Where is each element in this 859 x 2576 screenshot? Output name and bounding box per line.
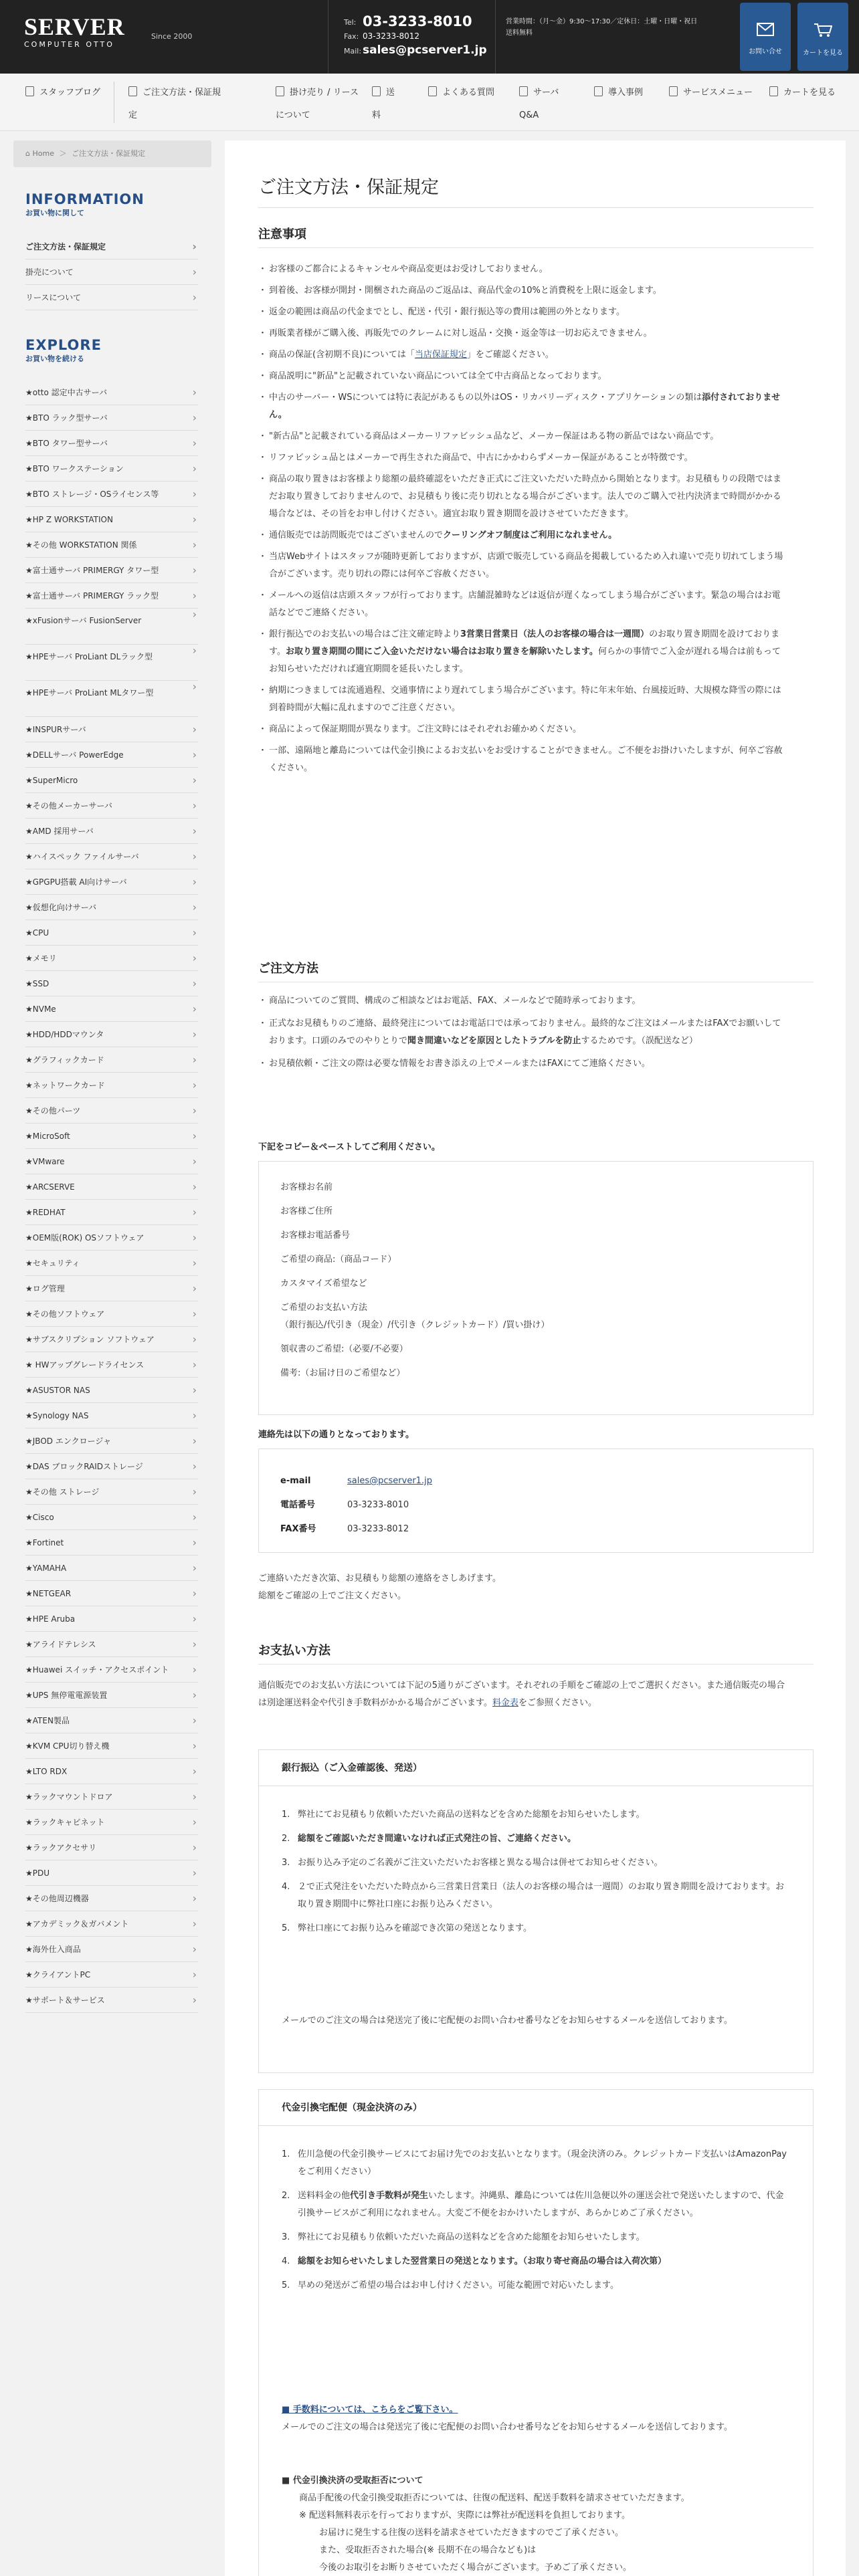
sidebar-category-item[interactable]: ★富士通サーバ PRIMERGY ラック型 ›	[25, 583, 198, 609]
after-contact-text	[258, 1570, 787, 1605]
sidebar-category-item[interactable]: ★YAMAHA ›	[25, 1555, 198, 1581]
text-run: 商品によって保証期間が異なります。ご注文時にはそれぞれお確かめください。	[269, 724, 581, 734]
sidebar-category-item[interactable]: ★ASUSTOR NAS ›	[25, 1378, 198, 1403]
business-hours-text: 営業時間：（月〜金）9:30〜17:30／定休日：土曜・日曜・祝日	[506, 18, 698, 25]
text-run: 商品の取り置きはお客様より総額の最終確認をいただき正式にご注文いただいた時点から開始となります。お見積もりの段階ではまだお取り置きしておりませんので、お見積もり後に売り切れとなる場合がございます。法人でのご購入で社内決済まで時間がかかる場合などは、その旨をお申し付けください。適宜お取り置き期間を設けさせていただきます。	[269, 474, 781, 519]
sidebar-category-item[interactable]: ★仮想化向けサーバ ›	[25, 895, 198, 920]
free-shipping-text: 送料無料	[506, 29, 533, 37]
cod-refusal-area	[282, 2472, 790, 2576]
sidebar-category-item[interactable]: ★REDHAT ›	[25, 1200, 198, 1225]
step-item	[282, 1854, 790, 1872]
text-run: 再販業者様がご購入後、再販先でのクレームに対し返品・交換・返金等は一切お応えできません。	[269, 328, 652, 338]
note-item	[258, 742, 787, 777]
sidebar-category-item[interactable]: ★ログ管理 ›	[25, 1276, 198, 1301]
sidebar-category-item[interactable]: ★Huawei スイッチ・アクセスポイント ›	[25, 1657, 198, 1683]
sidebar-category-item[interactable]: ★GPGPU搭載 AI向けサーバ ›	[25, 869, 198, 895]
text-run: 一部、遠隔地と離島については代金引換によるお支払いをお受けすることができません。ご不便をお掛けいたしますが、何卒ご容赦ください。	[269, 746, 783, 773]
template-line: お客様お電話番号	[280, 1230, 351, 1241]
document-icon	[372, 86, 381, 96]
sidebar-category-item[interactable]: ★JBOD エンクロージャ ›	[25, 1428, 198, 1454]
nav-item-label: よくある質問	[442, 88, 495, 98]
explore-heading	[25, 337, 102, 364]
contact-box	[258, 1448, 814, 1553]
cod-box	[258, 2089, 814, 2576]
contact-row	[280, 1469, 432, 1493]
header-mail[interactable]: sales@pcserver1.jp	[363, 43, 487, 57]
price-table-link[interactable]: 料金表	[492, 1698, 518, 1708]
sidebar-category-item[interactable]: ★BTO ストレージ・OSライセンス等 ›	[25, 481, 198, 507]
sidebar-category-item[interactable]: ★BTO ワークステーション ›	[25, 456, 198, 481]
warranty-link[interactable]: 当店保証規定	[414, 350, 467, 360]
information-subtitle: お買い物に関して	[25, 209, 84, 217]
contact-label: 電話番号	[280, 1500, 316, 1510]
mail-label: Mail:	[344, 47, 362, 56]
business-hours	[506, 16, 720, 39]
sidebar-category-item[interactable]: ★NETGEAR ›	[25, 1581, 198, 1606]
sidebar-category-item[interactable]: ★ATEN製品 ›	[25, 1708, 198, 1733]
contact-table	[280, 1469, 432, 1541]
home-icon: ⌂	[25, 149, 33, 158]
note-item	[258, 346, 787, 364]
explore-list	[25, 380, 198, 2013]
template-line: ご希望のお支払い方法	[280, 1303, 368, 1313]
text-run: お見積依頼・ご注文の際は必要な情報をお書き添えの上でメールまたはFAXにてご連絡ください。	[269, 1059, 650, 1069]
sidebar-category-item[interactable]: ★HPE Aruba ›	[25, 1606, 198, 1632]
text-run: のお取り置き期間を設けております。	[269, 629, 780, 657]
text-run: 正式なお見積もりのご連絡、最終発注についてはお電話口では承っておりません。最終的なご注文はメールまたはFAXでお願いしております。口頭のみでのやりとりで	[269, 1018, 781, 1046]
nav-item-server-qa[interactable]	[519, 82, 566, 126]
note-item	[258, 626, 787, 678]
site-header	[0, 0, 859, 74]
refusal-line: また、受取拒否された場合(※ 長期不在の場合なども)は	[319, 2545, 537, 2555]
sidebar-category-item[interactable]: ★KVM CPU切り替え機 ›	[25, 1733, 198, 1759]
sidebar-category-item[interactable]: ★Fortinet ›	[25, 1530, 198, 1555]
note-item	[258, 721, 787, 738]
refusal-line: ※ 配送料無料表示を行っておりますが、実際には弊社が配送料を負担しております。	[299, 2510, 630, 2520]
sidebar-category-item[interactable]: ★xFusionサーバ FusionServer ›	[25, 609, 198, 645]
sidebar-category-item[interactable]: ★ネットワークカード ›	[25, 1073, 198, 1098]
nav-item-cart[interactable]	[769, 82, 836, 126]
nav-item-case-studies[interactable]	[594, 82, 648, 126]
sidebar-category-item[interactable]: ★ラックキャビネット ›	[25, 1810, 198, 1835]
step-number: 1.	[282, 1810, 290, 1820]
note-item	[258, 368, 787, 385]
contact-heading: 連絡先は以下の通りとなっております。	[258, 1430, 414, 1440]
sidebar-category-item[interactable]: ★クライアントPC ›	[25, 1962, 198, 1988]
text-run: 何らかの事情でご入金が遅れる場合は前もってお知らせいただければ適宜期間を延長いたします。	[269, 647, 781, 674]
bold-text: 総額をご確認いただき間違いなければ正式発注の旨、ご連絡ください。	[298, 1834, 577, 1844]
order-method-item	[258, 1055, 787, 1073]
text-run: 弊社にてお見積もり依頼いただいた商品の送料などを含めた総額をお知らせいたします。	[298, 1810, 645, 1820]
title-divider	[258, 207, 814, 208]
sidebar-category-item[interactable]: ★BTO タワー型サーバ ›	[25, 431, 198, 456]
copy-template-heading: 下記をコピー＆ペーストしてご利用ください。	[258, 1142, 440, 1152]
step-number: 4.	[282, 2256, 290, 2266]
sidebar-category-item[interactable]: ★MicroSoft ›	[25, 1123, 198, 1149]
bank-transfer-box	[258, 1749, 814, 2073]
sidebar-category-item[interactable]: ★HPEサーバ ProLiant DLラック型 ›	[25, 645, 198, 681]
document-icon	[669, 86, 678, 96]
sidebar-category-item[interactable]: ★INSPURサーバ ›	[25, 717, 198, 742]
text-run: 早めの発送がご希望の場合はお申し付けください。可能な範囲で対応いたします。	[298, 2280, 619, 2290]
pencil-icon	[25, 86, 34, 96]
sidebar-category-item[interactable]: ★ラックマウントドロア ›	[25, 1784, 198, 1810]
payment-intro-text: 通信販売でのお支払い方法については下記の5通りがございます。それぞれの手順をご確認の上でご選択ください。また通信販売の場合は別途運送料金や代引き手数料がかかる場合がございます。	[258, 1681, 785, 1708]
tel-label: Tel:	[344, 18, 357, 27]
bold-text: 総額をお知らせいたしました翌営業日の発送となります。（お取り寄せ商品の場合は入荷次第）	[298, 2256, 667, 2266]
breadcrumb-separator: ＞	[59, 149, 67, 158]
section-divider	[258, 247, 814, 248]
nav-item-label: スタッフブログ	[39, 88, 101, 98]
text-run: "新古品"と記載されている商品はメーカーリファビッシュ品など、メーカー保証はある物の新品ではない商品です。	[269, 431, 719, 441]
bold-text: 代引き手数料が発生	[350, 2191, 429, 2201]
sidebar-info-item[interactable]: リースについて ›	[25, 285, 198, 310]
document-icon	[128, 86, 137, 96]
step-number: 1.	[282, 2149, 290, 2159]
order-method-list	[258, 992, 787, 1078]
step-number: 3.	[282, 2232, 290, 2242]
bank-transfer-steps	[282, 1806, 790, 1944]
cod-refusal-heading: ■ 代金引換決済の受取拒否について	[282, 2476, 423, 2486]
notes-list	[258, 261, 787, 781]
nav-item-faq[interactable]	[428, 82, 495, 126]
main-content	[225, 140, 846, 2576]
explore-subtitle: お買い物を続ける	[25, 354, 84, 363]
note-item	[258, 548, 787, 583]
contact-button[interactable]	[740, 3, 791, 71]
document-icon	[428, 86, 437, 96]
nav-item-label: 導入事例	[608, 88, 644, 98]
note-item	[258, 261, 787, 278]
sidebar-category-item[interactable]: ★サブスクリプション ソフトウェア ›	[25, 1327, 198, 1352]
text-run: 弊社口座にてお振り込みを確認でき次第の発送となります。	[298, 1923, 532, 1933]
step-item	[282, 1879, 790, 1913]
mail-icon	[757, 23, 774, 36]
sidebar-category-item[interactable]: ★その他周辺機器 ›	[25, 1886, 198, 1911]
step-item	[282, 1920, 790, 1937]
text-run: 商品説明に"新品"と記載されていない商品については全て中古商品となっております。	[269, 371, 607, 381]
nav-item-label: ご注文方法・保証規定	[128, 88, 221, 120]
text-run: 送料料金の他	[298, 2191, 351, 2201]
information-list	[25, 234, 198, 310]
sidebar-category-item[interactable]: ★PDU ›	[25, 1860, 198, 1886]
contact-row	[280, 1517, 432, 1541]
text-run: 当店Webサイトはスタッフが随時更新しておりますが、店頭で販売している商品を掲載しているため入れ違いで売り切れてしまう場合がございます。売り切れの際には何卒ご容赦ください。	[269, 552, 783, 579]
sidebar-category-item[interactable]: ★LTO RDX ›	[25, 1759, 198, 1784]
bold-text: 添付されておりません。	[269, 393, 781, 420]
fax-label: Fax:	[344, 32, 359, 41]
note-item	[258, 389, 787, 424]
section-divider	[258, 1664, 814, 1665]
since-text: Since 2000	[151, 32, 193, 41]
bank-transfer-title: 銀行振込（ご入金確認後、発送）	[259, 1750, 813, 1786]
sidebar-category-item[interactable]: ★HDD/HDDマウンタ ›	[25, 1022, 198, 1047]
sidebar-category-item[interactable]: ★NVMe ›	[25, 996, 198, 1022]
sidebar-category-item[interactable]: ★セキュリティ ›	[25, 1251, 198, 1276]
step-number: 2.	[282, 2191, 290, 2201]
document-icon	[594, 86, 603, 96]
note-item	[258, 304, 787, 321]
step-item	[282, 1806, 790, 1824]
sidebar-category-item[interactable]: ★AMD 採用サーバ ›	[25, 819, 198, 844]
note-item	[258, 282, 787, 300]
refusal-line: 今後のお取引をお断りさせていただく場合がございます。予めご了承ください。	[319, 2563, 632, 2573]
nav-item-staff-blog[interactable]	[25, 82, 112, 126]
page-title: ご注文方法・保証規定	[258, 177, 439, 198]
cod-steps	[282, 2146, 790, 2301]
text-run: 納期につきましては流通過程、交通事情により遅れてしまう場合がございます。特に年末年始、台風接近時、大規模な降雪の際には到着時間が大幅に乱れますのでご注意ください。	[269, 685, 781, 713]
bold-text: お取り置き期間の間にご入金いただけない場合はお取り置きを解除いたします。	[285, 647, 598, 657]
cart-icon	[814, 23, 832, 37]
note-item	[258, 325, 787, 342]
document-icon	[519, 86, 528, 96]
note-item	[258, 527, 787, 544]
sidebar-category-item[interactable]: ★SuperMicro ›	[25, 768, 198, 793]
sidebar-category-item[interactable]: ★SSD ›	[25, 971, 198, 996]
after-contact-line: ご連絡いただき次第、お見積もり総額の連絡をさしあげます。	[258, 1574, 501, 1584]
sidebar-category-item[interactable]: ★VMware ›	[25, 1149, 198, 1174]
note-item	[258, 587, 787, 622]
template-line: （銀行振込/代引き（現金）/代引き（クレジットカード）/買い掛け）	[280, 1320, 550, 1330]
nav-item-label: カートを見る	[783, 88, 836, 98]
logo-subtext: COMPUTER OTTO	[24, 40, 114, 49]
sidebar-category-item[interactable]: ★DELLサーバ PowerEdge ›	[25, 742, 198, 768]
breadcrumb-current: ご注文方法・保証規定	[71, 149, 145, 158]
nav-item-shipping[interactable]	[372, 82, 399, 126]
header-divider	[495, 0, 496, 74]
order-method-item	[258, 1015, 787, 1050]
step-number: 4.	[282, 1882, 290, 1892]
sidebar-category-item[interactable]: ★その他メーカーサーバ ›	[25, 793, 198, 819]
step-number: 5.	[282, 1923, 290, 1933]
sidebar-category-item[interactable]: ★Cisco ›	[25, 1505, 198, 1530]
global-nav	[0, 74, 859, 131]
site-logo[interactable]	[24, 13, 193, 49]
note-item	[258, 682, 787, 717]
sidebar-category-item[interactable]: ★その他 WORKSTATION 関係 ›	[25, 532, 198, 558]
text-run: 到着後、お客様が開封・開梱された商品のご返品は、商品代金の10%と消費税を上限に返金します。	[269, 286, 662, 296]
sidebar-category-item[interactable]: ★アライドテレシス ›	[25, 1632, 198, 1657]
sidebar-category-item[interactable]: ★CPU ›	[25, 920, 198, 946]
template-line: 領収書のご希望:（必要/不必要）	[280, 1344, 408, 1354]
bold-text: 3営業日営業日（法人のお客様の場合は一週間）	[460, 629, 650, 639]
step-item	[282, 2229, 790, 2246]
cart-button[interactable]	[797, 3, 848, 71]
contact-label: FAX番号	[280, 1524, 316, 1534]
header-tel[interactable]: 03-3233-8010	[363, 13, 472, 29]
text-run: 返金の範囲は商品の代金までとし、配送・代引・銀行振込等の費用は範囲の外となります。	[269, 307, 625, 317]
sidebar-category-item[interactable]: ★otto 認定中古サーバ ›	[25, 380, 198, 405]
step-item	[282, 2187, 790, 2222]
nav-item-label: 掛け売り / リースについて	[276, 88, 359, 120]
nav-item-order-guide[interactable]	[128, 82, 222, 126]
order-heading: ご注文方法	[258, 962, 318, 976]
sidebar-category-item[interactable]: ★その他ソフトウェア ›	[25, 1301, 198, 1327]
order-template-box[interactable]	[258, 1161, 814, 1415]
step-number: 5.	[282, 2280, 290, 2290]
text-run: 」をご確認ください。	[466, 350, 554, 360]
header-fax: 03-3233-8012	[363, 31, 420, 41]
text-run: リファビッシュ品とはメーカーで再生された商品で、中古にかかわらずメーカー保証があることが特徴です。	[269, 453, 693, 463]
text-run: 商品についてのご質問、構成のご相談などはお電話、FAX、メールなどで随時承っております。	[269, 996, 641, 1006]
step-item	[282, 2146, 790, 2181]
note-item	[258, 449, 787, 467]
text-run: いたします。沖縄県、離島については佐川急便以外の運送会社で発送いたしますので、代金引換サービスがご利用になれません。大変ご不便をおかけいたしますが、あらかじめご了承ください。	[298, 2191, 784, 2218]
notes-heading: 注意事項	[258, 227, 306, 241]
text-run: 中古のサーバー・WSについては特に表記があるもの以外はOS・リカバリーディスク・アプリケーションの類は	[269, 393, 702, 403]
text-run: お客様のご都合によるキャンセルや商品変更はお受けしておりません。	[269, 264, 548, 274]
text-run: ２で正式発注をいただいた時点から三営業日営業日（法人のお客様の場合は一週間）のお取り置き期間を設けております。お取り置き期間中に弊社口座にお振り込みください。	[298, 1882, 784, 1909]
cod-fee-area	[282, 2401, 790, 2436]
contact-label: e-mail	[280, 1476, 311, 1486]
text-run: 通信販売では訪問販売ではございませんので	[269, 530, 444, 540]
payment-heading: お支払い方法	[258, 1644, 330, 1658]
header-contact	[344, 15, 487, 58]
note-item	[258, 471, 787, 523]
bank-transfer-note: メールでのご注文の場合は発送完了後に宅配便のお問い合わせ番号などをお知らせするメールを送信しております。	[282, 2016, 733, 2026]
document-icon	[276, 86, 284, 96]
information-heading	[25, 191, 145, 218]
bold-text: クーリングオフ制度はご利用になれません。	[443, 530, 617, 540]
sidebar-category-item[interactable]: ★ HWアップグレードライセンス ›	[25, 1352, 198, 1378]
contact-value: 03-3233-8010	[347, 1500, 409, 1510]
nav-item-label: 送料	[372, 88, 395, 120]
sidebar-category-item[interactable]: ★アカデミック＆ガバメント ›	[25, 1911, 198, 1937]
sidebar-category-item[interactable]: ★その他 ストレージ ›	[25, 1479, 198, 1505]
sidebar-category-item[interactable]: ★HPEサーバ ProLiant MLタワー型 ›	[25, 681, 198, 717]
payment-intro	[258, 1677, 787, 1712]
sidebar-info-item[interactable]: ご注文方法・保証規定 ›	[25, 234, 198, 259]
sidebar-info-item[interactable]: 掛売について ›	[25, 259, 198, 285]
cart-icon	[769, 86, 778, 96]
sidebar-category-item[interactable]: ★BTO ラック型サーバ ›	[25, 405, 198, 431]
breadcrumb-home[interactable]: Home	[32, 149, 54, 158]
nav-item-credit-lease[interactable]	[276, 82, 363, 126]
sidebar-category-item[interactable]: ★メモリ ›	[25, 946, 198, 971]
nav-item-service-menu[interactable]	[669, 82, 756, 126]
logo-text: SERVER	[24, 13, 125, 40]
step-item	[282, 2253, 790, 2270]
contact-value[interactable]: sales@pcserver1.jp	[347, 1476, 432, 1486]
template-line: カスタマイズ希望など	[280, 1279, 367, 1289]
template-line: お客様お名前	[280, 1182, 333, 1192]
step-number: 3.	[282, 1858, 290, 1868]
text-run: するためです。（誤配送など）	[581, 1036, 698, 1046]
note-item	[258, 428, 787, 445]
sidebar-category-item[interactable]: ★その他パーツ ›	[25, 1098, 198, 1123]
refusal-line: お届けに発生する往復の送料を請求させていただきますのでご了承ください。	[319, 2528, 624, 2538]
contact-button-label: お問い合せ	[749, 48, 782, 56]
sidebar-category-item[interactable]: ★富士通サーバ PRIMERGY タワー型 ›	[25, 558, 198, 583]
refusal-line: 商品手配後の代金引換受取拒否については、往復の配送料、配送手数料を請求させていただきます。	[299, 2493, 690, 2503]
sidebar-category-item[interactable]: ★Synology NAS ›	[25, 1403, 198, 1428]
text-run: 弊社にてお見積もり依頼いただいた商品の送料などを含めた総額をお知らせいたします。	[298, 2232, 645, 2242]
step-item	[282, 2277, 790, 2294]
text-run: 佐川急便の代金引換サービスにてお届け先でのお支払いとなります。（現金決済のみ。クレジットカード支払いはAmazonPayをご利用ください）	[298, 2149, 787, 2177]
sidebar-category-item[interactable]: ★ARCSERVE ›	[25, 1174, 198, 1200]
contact-row	[280, 1493, 432, 1517]
template-line: 備考:（お届け日のご希望など）	[280, 1368, 405, 1378]
sidebar-category-item[interactable]: ★HP Z WORKSTATION ›	[25, 507, 198, 532]
nav-item-label: サービスメニュー	[683, 88, 753, 98]
order-method-item	[258, 992, 787, 1010]
information-title: INFORMATION	[25, 191, 145, 207]
bold-text: 聞き間違いなどを原因としたトラブルを防止	[407, 1036, 581, 1046]
cod-title: 代金引換宅配便（現金決済のみ）	[259, 2090, 813, 2126]
sidebar-category-item[interactable]: ★OEM版(ROK) OSソフトウェア ›	[25, 1225, 198, 1251]
cod-note: メールでのご注文の場合は発送完了後に宅配便のお問い合わせ番号などをお知らせするメールを送信しております。	[282, 2422, 733, 2432]
breadcrumb	[13, 140, 211, 167]
template-line: お客様ご住所	[280, 1206, 333, 1216]
payment-intro-text: をご参照ください。	[518, 1698, 597, 1708]
cart-button-label: カートを見る	[803, 49, 843, 57]
text-run: メールへの返信は店頭スタッフが行っております。店舗混雑時などは返信が遅くなってしまう場合がございます。緊急の場合はお電話などでご連絡ください。	[269, 591, 781, 618]
template-line: ご希望の商品:（商品コード）	[280, 1255, 397, 1265]
text-run: 商品の保証(含初期不良)については「	[269, 350, 415, 360]
step-item	[282, 1830, 790, 1848]
explore-title: EXPLORE	[25, 337, 102, 353]
text-run: 銀行振込でのお支払いの場合はご注文確定時より	[269, 629, 461, 639]
sidebar-category-item[interactable]: ★グラフィックカード ›	[25, 1047, 198, 1073]
step-number: 2.	[282, 1834, 290, 1844]
sidebar-category-item[interactable]: ★ラックアクセサリ ›	[25, 1835, 198, 1860]
text-run: お振り込み予定のご名義がご注文いただいたお客様と異なる場合は併せてお知らせください。	[298, 1858, 663, 1868]
contact-value: 03-3233-8012	[347, 1524, 409, 1534]
sidebar-category-item[interactable]: ★UPS 無停電電源装置 ›	[25, 1683, 198, 1708]
sidebar-category-item[interactable]: ★ハイスペック ファイルサーバ ›	[25, 844, 198, 869]
nav-item-label: サーバQ&A	[519, 88, 559, 120]
sidebar-category-item[interactable]: ★DAS ブロックRAIDストレージ ›	[25, 1454, 198, 1479]
sidebar-category-item[interactable]: ★海外仕入商品 ›	[25, 1937, 198, 1962]
after-contact-line: 総額をご確認の上でご注文ください。	[258, 1591, 407, 1601]
fee-link[interactable]: ■ 手数料については、こちらをご覧下さい。	[282, 2405, 458, 2415]
sidebar-category-item[interactable]: ★サポート＆サービス ›	[25, 1988, 198, 2013]
